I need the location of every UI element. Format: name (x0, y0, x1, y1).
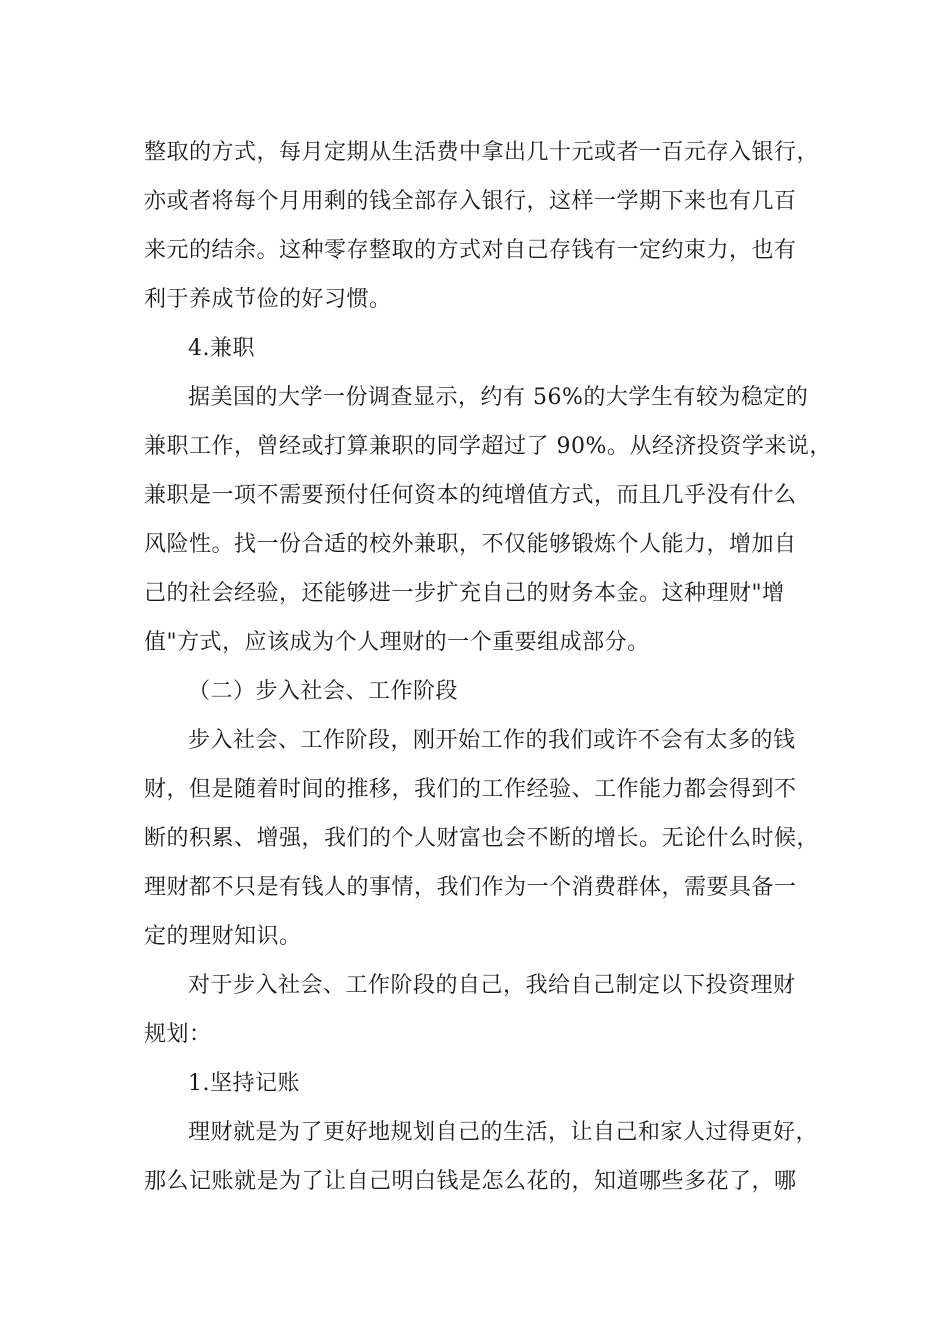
text-line: 值"方式，应该成为个人理财的一个重要组成部分。 (144, 630, 650, 655)
text-line: 整取的方式，每月定期从生活费中拿出几十元或者一百元存入银行， (144, 140, 820, 165)
section-heading: 4.兼职 (188, 336, 255, 361)
text-line: 来元的结余。这种零存整取的方式对自己存钱有一定约束力，也有 (144, 238, 797, 263)
text-line: 兼职是一项不需要预付任何资本的纯增值方式，而且几乎没有什么 (144, 483, 797, 508)
section-heading: （二）步入社会、工作阶段 (188, 679, 459, 704)
text-line: 据美国的大学一份调查显示，约有 56%的大学生有较为稳定的 (188, 385, 809, 410)
text-line: 兼职工作，曾经或打算兼职的同学超过了 90%。从经济投资学来说， (144, 434, 832, 459)
text-line: 风险性。找一份合适的校外兼职，不仅能够锻炼个人能力，增加自 (144, 532, 797, 557)
text-line: 步入社会、工作阶段，刚开始工作的我们或许不会有太多的钱 (188, 728, 796, 753)
section-heading: 1.坚持记账 (188, 1071, 300, 1096)
text-line: 定的理财知识。 (144, 924, 302, 949)
text-line: 断的积累、增强，我们的个人财富也会不断的增长。无论什么时候， (144, 826, 820, 851)
text-line: 对于步入社会、工作阶段的自己，我给自己制定以下投资理财 (188, 973, 796, 998)
document-body (144, 128, 832, 1206)
text-line: 财，但是随着时间的推移，我们的工作经验、工作能力都会得到不 (144, 777, 797, 802)
text-line: 理财就是为了更好地规划自己的生活，让自己和家人过得更好， (188, 1120, 819, 1145)
text-line: 规划： (144, 1022, 212, 1047)
text-line: 那么记账就是为了让自己明白钱是怎么花的，知道哪些多花了，哪 (144, 1169, 797, 1194)
text-line: 理财都不只是有钱人的事情，我们作为一个消费群体，需要具备一 (144, 875, 797, 900)
text-line: 己的社会经验，还能够进一步扩充自己的财务本金。这种理财"增 (144, 581, 785, 606)
text-line: 亦或者将每个月用剩的钱全部存入银行，这样一学期下来也有几百 (144, 189, 797, 214)
text-line: 利于养成节俭的好习惯。 (144, 287, 392, 312)
